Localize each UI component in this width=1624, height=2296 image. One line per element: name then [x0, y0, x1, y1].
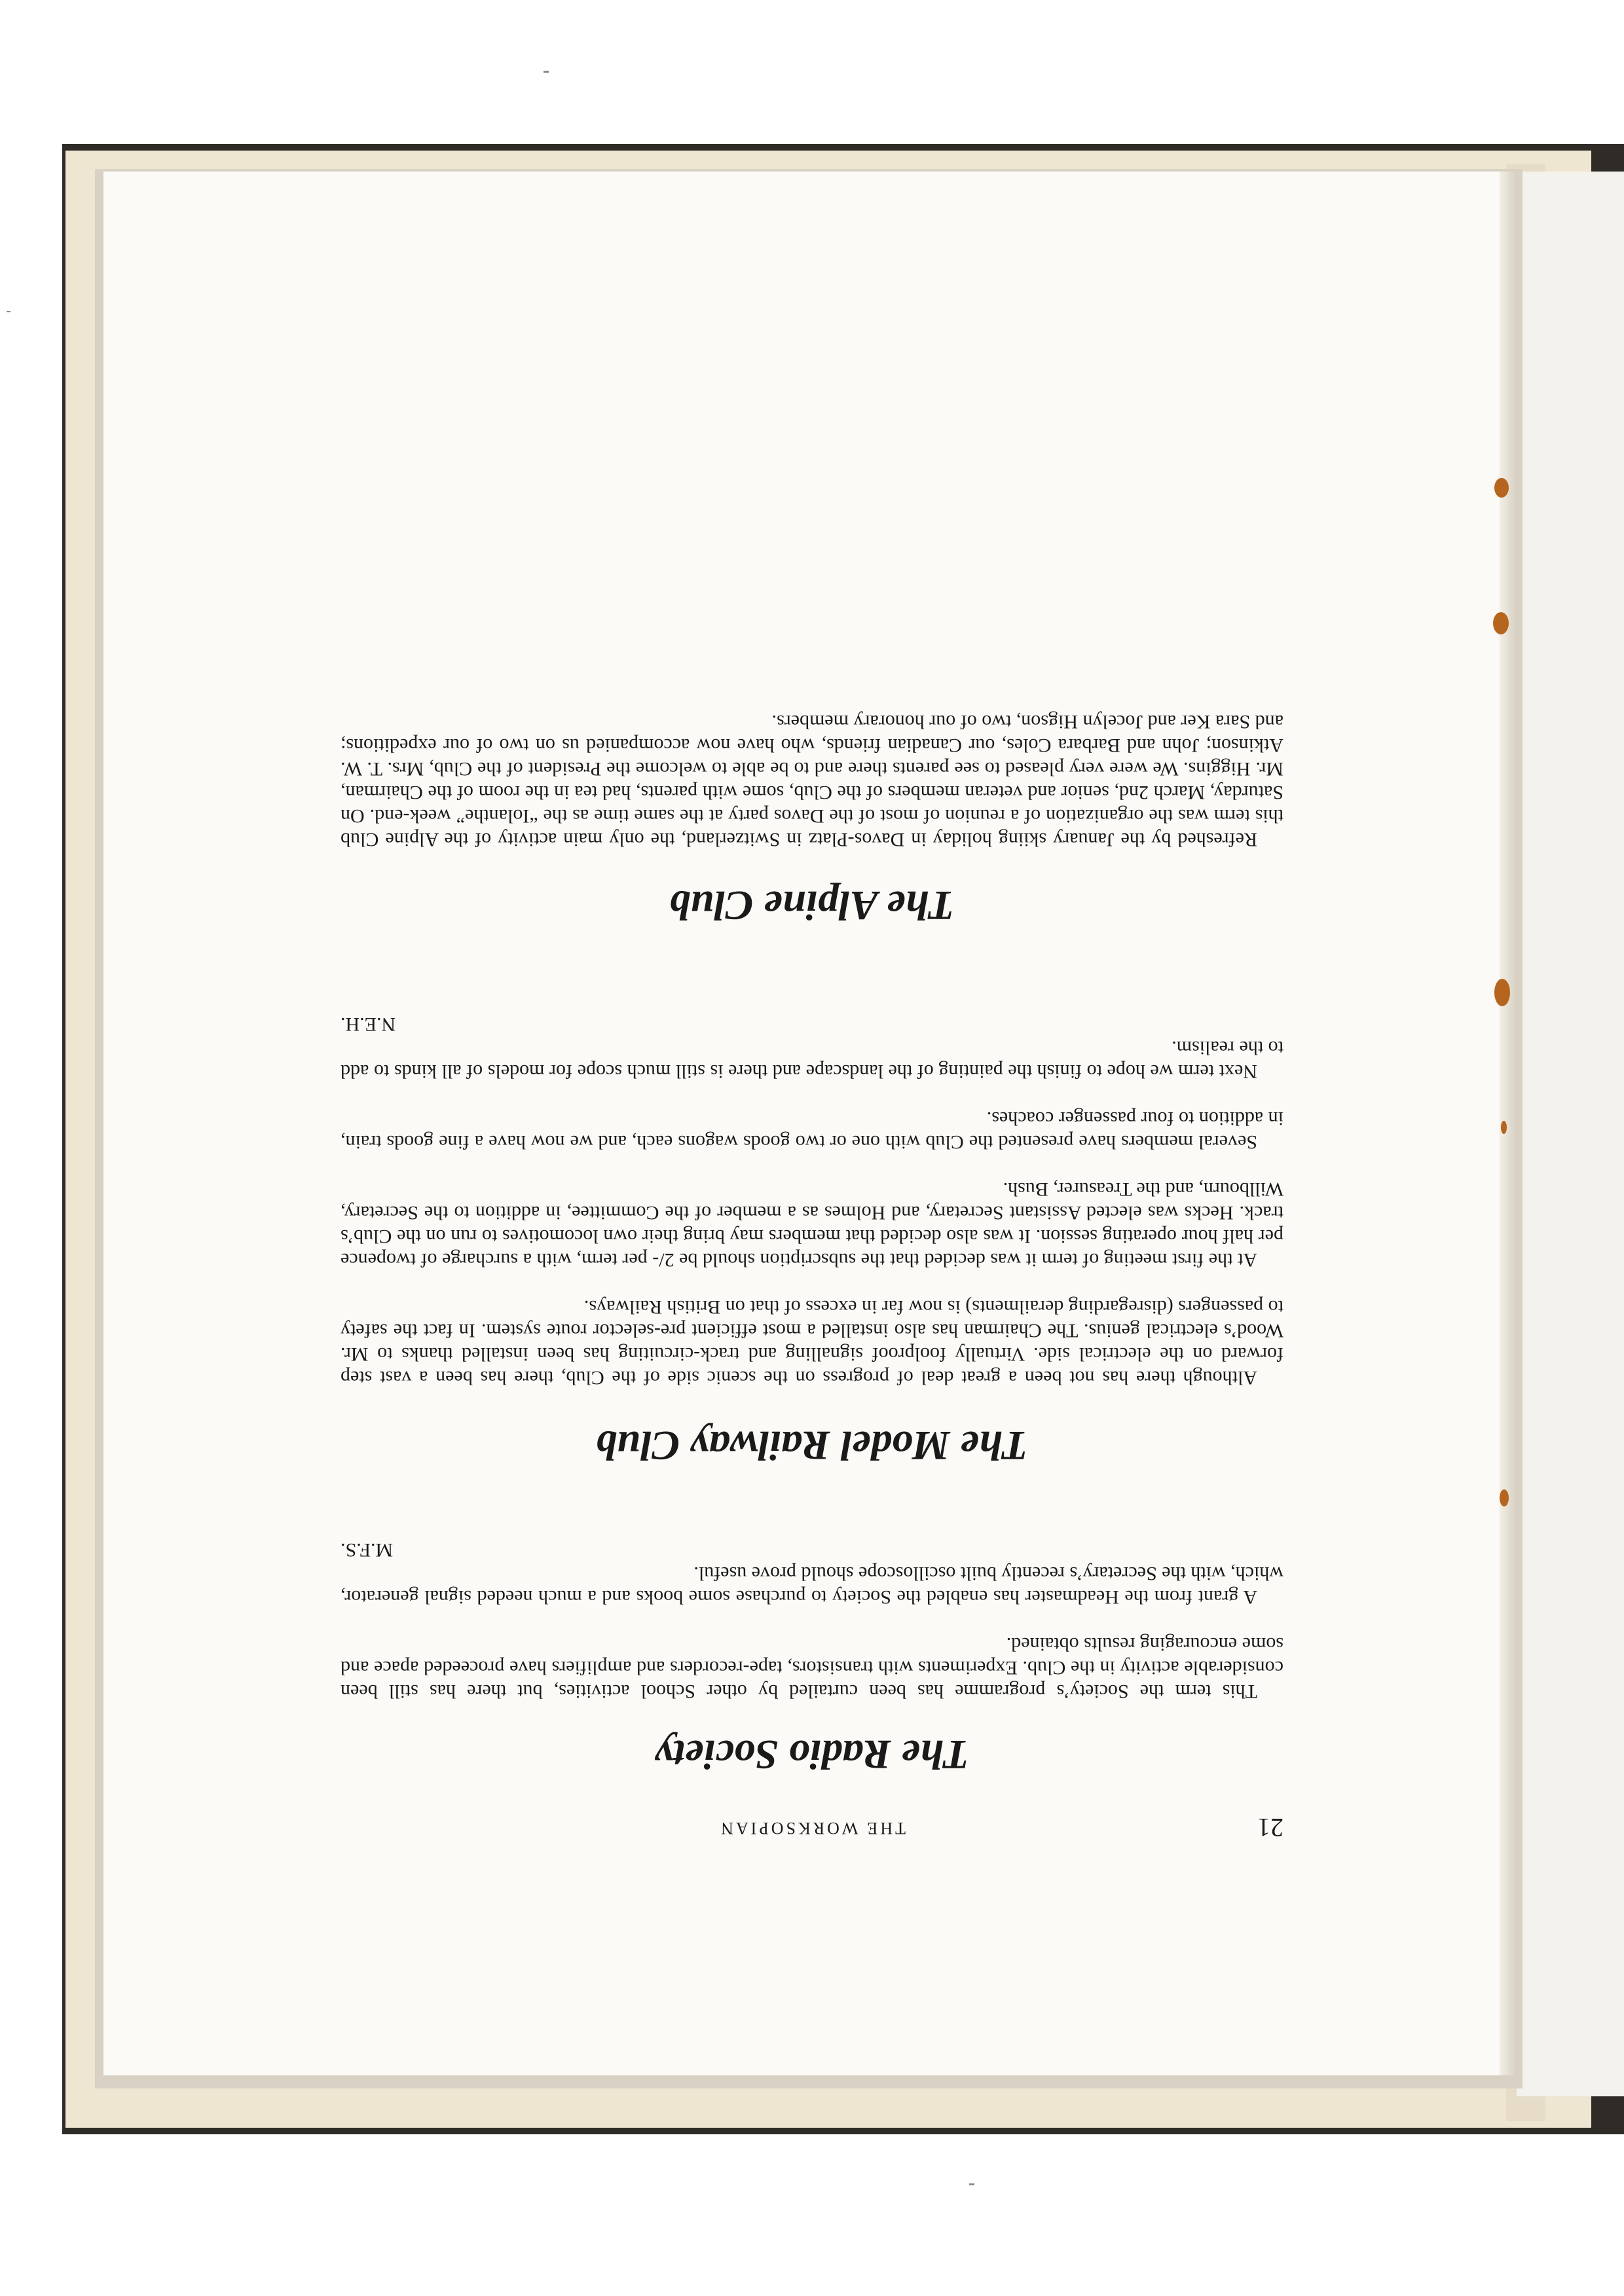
section-title: The Radio Society	[655, 1732, 969, 1778]
scan-mark	[544, 71, 549, 73]
facing-page-edge	[1517, 172, 1624, 2096]
paragraph: Refreshed by the January skiing holiday in Davos-Platz in Switzerland, the only main activity of the Alpine Club this term was the organization of a reunion of most of the Davos party at the same time as the “Iolanthe” week-end. On Saturday, March 2nd, senior and veteran members of the Club, some with parents, had tea in the room of the Chairman, Mr. Higgins. We were very pleased to see parents there and to be able to welcome the President of the Club, Mrs. T. W. Atkinson; John and Barbara Coles, our Canadian friends, who have now accompanied us on two of our expeditions; and Sara Ker and Jocelyn Higson, two of our honorary members.	[341, 710, 1283, 850]
paragraph: At the first meeting of term it was decided that the subscription should be 2/- per term, with a surcharge of twopence per half hour operating session. It was also decided that members may bring their own locomotives to run on the Club’s track. Hecks was elected Assistant Secretary, and Holmes as a member of the Committee, in addition to the Secretary, Willbourn, and the Treasurer, Bush.	[341, 1178, 1283, 1271]
paragraph: Although there has not been a great deal of progress on the scenic side of the Club, there has been a vast step forward on the electrical side. Virtually foolproof signalling and track-circuiting has been installed thanks to Mr. Wood’s electrical genius. The Chairman has also installed a most efficient pre-selector route system. In fact the safety to passengers (disregarding derailments) is now far in excess of that on British Railways.	[341, 1296, 1283, 1389]
author-initials: M.F.S.	[341, 1539, 394, 1561]
rust-stain	[1500, 1489, 1509, 1506]
scan-mark	[969, 2183, 974, 2185]
rust-stain	[1494, 478, 1509, 498]
author-initials: N.E.H.	[341, 1013, 396, 1036]
page-number: 21	[1257, 1813, 1283, 1842]
section-alpine-club	[341, 710, 1283, 928]
rust-stain	[1493, 612, 1509, 634]
paragraph: This term the Society’s programme has been curtailed by other School activities, but there has still been considerable activity in the Club. Experiments with transistors, tape-recorders and amplifiers have proceeded apace and some encouraging results obtained.	[341, 1633, 1283, 1702]
section-model-railway-club	[341, 1012, 1283, 1468]
page-text-rotated	[341, 376, 1283, 1843]
paragraph: A grant from the Headmaster has enabled the Society to purchase some books and a much needed signal generator, which, with the Secretary’s recently built oscilloscope should prove useful.	[341, 1562, 1283, 1608]
section-title: The Alpine Club	[669, 883, 955, 930]
paragraph: Several members have presented the Club with one or two goods wagons each, and we now have a fine goods train, in addition to four passenger coaches.	[341, 1108, 1283, 1154]
rust-stain	[1501, 1121, 1507, 1134]
running-head	[341, 1804, 1283, 1843]
paragraph: Next term we hope to finish the painting of the landscape and there is still much scope for models of all kinds to add to the realism.	[341, 1037, 1283, 1083]
section-radio-society	[341, 1538, 1283, 1777]
journal-title: THE WORKSOPIAN	[718, 1819, 906, 1838]
section-title: The Model Railway Club	[596, 1422, 1028, 1469]
scan-mark	[7, 311, 10, 312]
rust-stain	[1494, 979, 1510, 1006]
